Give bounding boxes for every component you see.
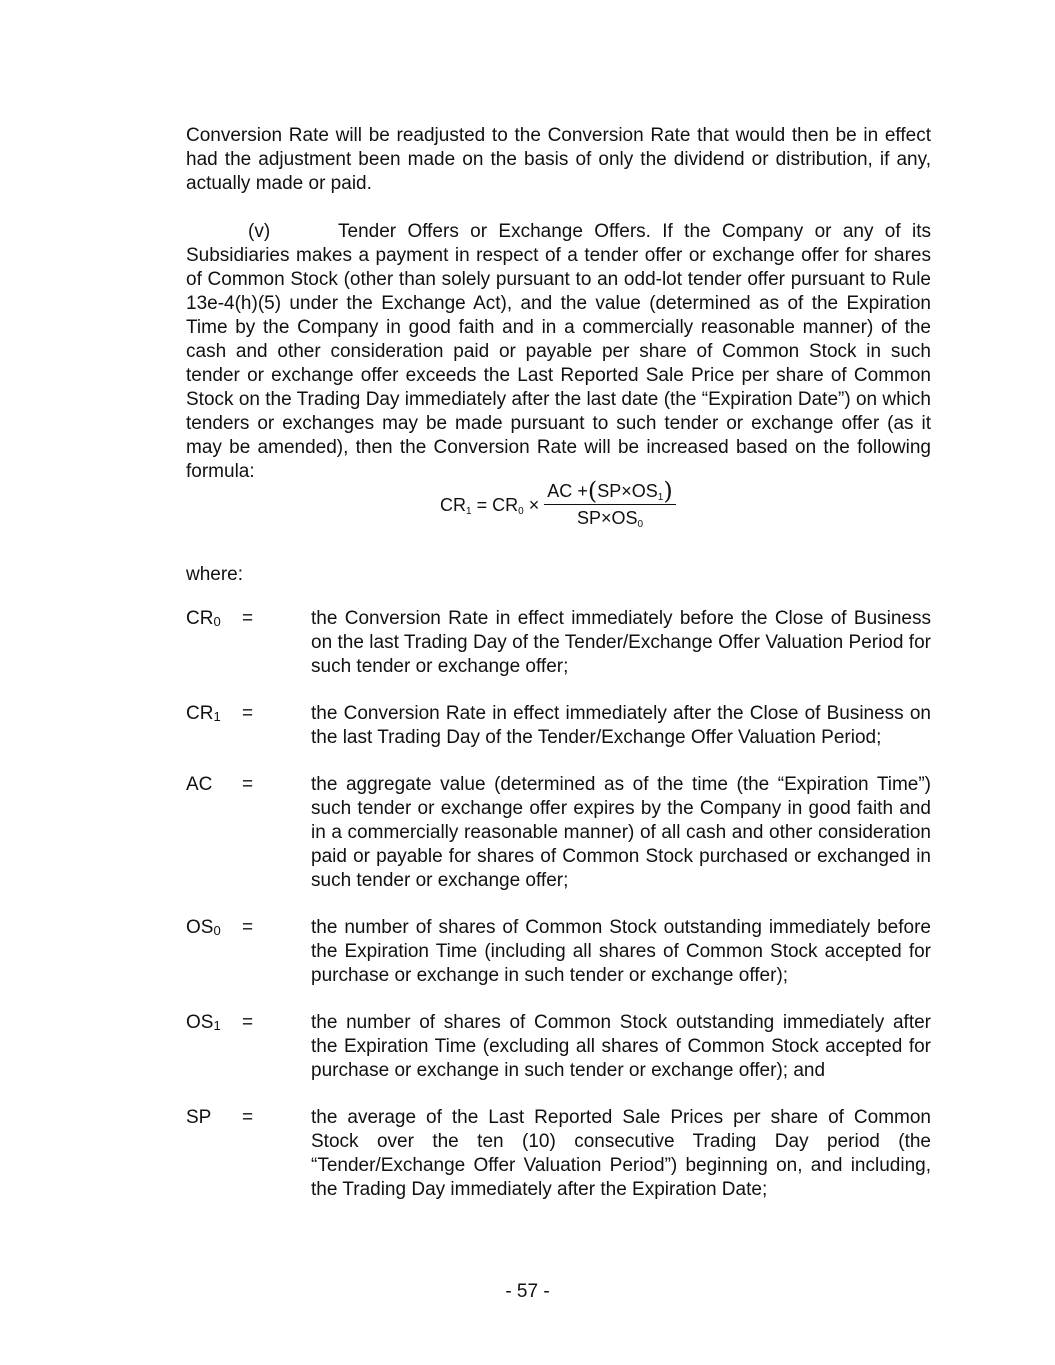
term-label: OS	[186, 917, 214, 938]
intro-paragraph: Conversion Rate will be readjusted to the Conversion Rate that would then be in effect had the adjustment been made on the basis of only the dividend or distribution, if any, actually made or paid.	[186, 125, 931, 194]
formula-den-times: ×	[600, 508, 612, 528]
term-subscript: 0	[213, 614, 221, 629]
formula-den-sp: SP	[576, 508, 601, 528]
definition-text: the number of shares of Common Stock outstanding immediately after the Expiration Time (excluding all shares of Common Stock accepted for purchase or exchange in such tender or exchange offer); and	[311, 1012, 931, 1081]
formula-num-os: OS	[631, 481, 658, 501]
term-subscript: 1	[213, 1018, 221, 1033]
section-text: Tender Offers or Exchange Offers. If the Company or any of its Subsidiaries makes a payment in respect of a tender offer or exchange offer for shares of Common Stock (other than solely pursuant to an odd-lot tender offer pursuant to Rule 13e-4(h)(5) under the Exchange Act), and the value (determined as of the Expiration Time by the Company in good faith and in a commercially reasonable manner) of the cash and other consideration paid or payable per share of Common Stock in such tender or exchange offer exceeds the Last Reported Sale Price per share of Common Stock on the Trading Day immediately after the last date (the “Expiration Date”) on which tenders or exchanges may be made pursuant to such tender or exchange offer (as it may be amended), then the Conversion Rate will be increased based on the following formula:	[186, 221, 931, 482]
definition-text: the Conversion Rate in effect immediately after the Close of Business on the last Trading Day of the Tender/Exchange Offer Valuation Period;	[311, 703, 931, 748]
definition-os1	[186, 1011, 931, 1083]
formula-cr1-sub: 1	[466, 506, 472, 517]
definition-text: the aggregate value (determined as of the time (the “Expiration Time”) such tender or exchange offer expires by the Company in good faith and in a commercially reasonable manner) of all cash and other consideration paid or payable for shares of Common Stock purchased or exchanged in such tender or exchange offer;	[311, 774, 931, 891]
formula-lhs	[440, 493, 539, 524]
term-label: SP	[186, 1107, 212, 1128]
definition-equals: =	[242, 774, 254, 795]
definition-term	[186, 607, 242, 634]
formula-num-times: ×	[621, 481, 632, 501]
term-subscript: 1	[213, 709, 221, 724]
formula-den-os-sub: 0	[637, 519, 644, 530]
definition-term	[186, 1011, 242, 1038]
term-label: CR	[186, 703, 214, 724]
definition-term	[186, 702, 242, 729]
term-label: AC	[186, 774, 213, 795]
definition-term	[186, 1106, 242, 1133]
definition-sp	[186, 1106, 931, 1202]
definition-text: the Conversion Rate in effect immediately before the Close of Business on the last Trading Day of the Tender/Exchange Offer Valuation Period for such tender or exchange offer;	[311, 608, 931, 677]
definition-term	[186, 916, 242, 943]
formula-numerator	[544, 478, 676, 505]
section-number: (v)	[248, 221, 271, 242]
formula-num-plus: +	[577, 481, 588, 501]
formula-cr0-sub: 0	[518, 506, 524, 517]
definition-ac	[186, 773, 931, 893]
definition-term	[186, 773, 242, 800]
formula-equals: =	[476, 495, 488, 515]
definition-cr1	[186, 702, 931, 750]
formula-num-sp: SP	[597, 481, 622, 501]
formula-fraction	[544, 478, 676, 531]
section-v-paragraph	[186, 220, 931, 484]
page-number: - 57 -	[505, 1281, 550, 1302]
definition-equals: =	[242, 1107, 254, 1128]
formula-cr1: CR	[440, 495, 466, 515]
definition-cr0	[186, 607, 931, 679]
term-subscript: 0	[213, 923, 221, 938]
formula-denominator	[544, 505, 676, 531]
definition-equals: =	[242, 917, 254, 938]
definition-equals: =	[242, 1012, 254, 1033]
formula-times: ×	[528, 495, 540, 515]
formula-cr0: CR	[492, 495, 519, 515]
definition-equals: =	[242, 608, 254, 629]
definition-os0	[186, 916, 931, 988]
definition-text: the average of the Last Reported Sale Prices per share of Common Stock over the ten (10) consecutive Trading Day period (the “Tender/Exchange Offer Valuation Period”) beginning on, and including, the Trading Day immediately after the Expiration Date;	[311, 1107, 931, 1200]
definition-text: the number of shares of Common Stock outstanding immediately before the Expiration Time (including all shares of Common Stock accepted for purchase or exchange in such tender or exchange offer);	[311, 917, 931, 986]
definition-equals: =	[242, 703, 254, 724]
term-label: CR	[186, 608, 214, 629]
formula-num-close: )	[663, 477, 673, 505]
term-label: OS	[186, 1012, 214, 1033]
conversion-rate-formula	[440, 478, 700, 540]
where-label: where:	[186, 564, 244, 585]
formula-num-ac: AC	[547, 481, 573, 501]
formula-den-os: OS	[611, 508, 638, 528]
formula-num-os-sub: 1	[657, 492, 664, 503]
formula-num-open: (	[587, 477, 598, 505]
